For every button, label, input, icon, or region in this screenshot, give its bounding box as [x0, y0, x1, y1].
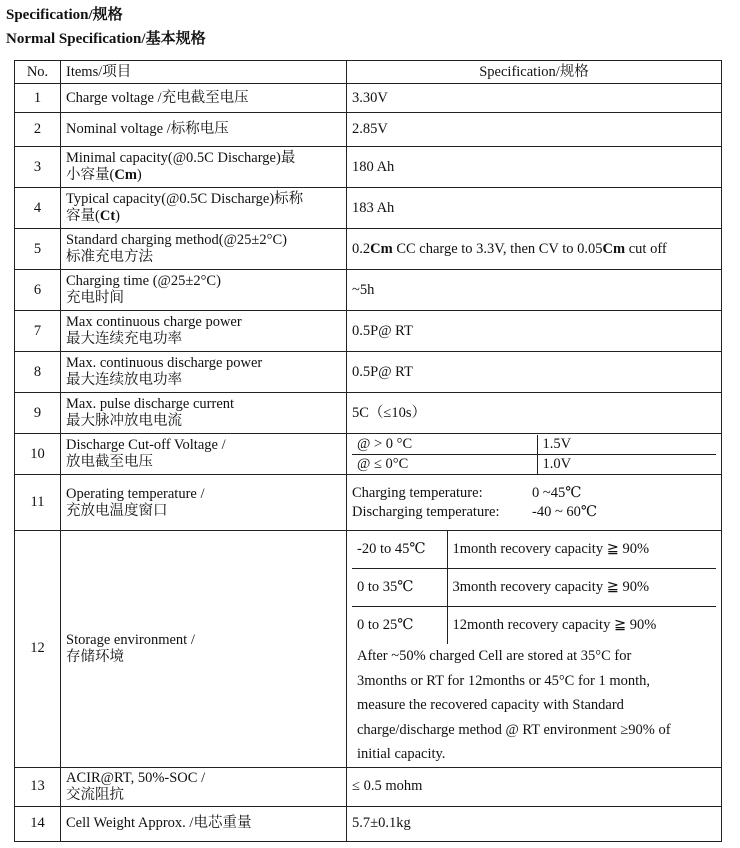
- row-spec: ~5h: [347, 270, 722, 311]
- row-number: 9: [15, 393, 61, 434]
- row-item-line2: 最大脉冲放电电流: [66, 413, 182, 429]
- row-number: 11: [15, 475, 61, 531]
- table-row: [15, 806, 722, 841]
- row-spec: 5C（≤10s）: [347, 393, 722, 434]
- table-header-row: [15, 61, 722, 84]
- table-row: [15, 84, 722, 113]
- row-item-line2: 最大连续充电功率: [66, 331, 182, 347]
- table-row: [15, 270, 722, 311]
- row-item: [61, 229, 347, 270]
- row-item-line2: 放电截至电压: [66, 454, 153, 470]
- row-spec: ≤ 0.5 mohm: [347, 767, 722, 806]
- storage-subtable: [352, 531, 716, 644]
- row-item-line2: 交流阻抗: [66, 786, 124, 803]
- row-spec: [347, 475, 722, 531]
- condition-cell: @ ≤ 0°C: [352, 454, 537, 474]
- unit-ct: Ct: [99, 208, 116, 224]
- row-number: 8: [15, 352, 61, 393]
- row-item-line1: Operating temperature /: [66, 485, 205, 502]
- table-row: [15, 352, 722, 393]
- row-item-line1: Typical capacity(@0.5C Discharge)标称: [66, 191, 304, 207]
- table-row: [15, 767, 722, 806]
- table-row: [15, 434, 722, 475]
- row-item-line1: Standard charging method(@25±2°C): [66, 232, 287, 248]
- recovery-cell: 3month recovery capacity ≧ 90%: [447, 569, 716, 607]
- row-item: [61, 352, 347, 393]
- row-number: 1: [15, 84, 61, 113]
- row-item: [61, 475, 347, 531]
- row-item: Cell Weight Approx. /电芯重量: [61, 806, 347, 841]
- row-item: [61, 767, 347, 806]
- row-item-line1: Discharge Cut-off Voltage /: [66, 437, 226, 453]
- row-item-line1: Max. continuous discharge power: [66, 355, 263, 371]
- row-spec: [347, 434, 722, 475]
- row-item-line1: ACIR@RT, 50%-SOC /: [66, 769, 206, 786]
- row-item: [61, 393, 347, 434]
- table-row: [15, 393, 722, 434]
- range-cell: 0 to 25℃: [352, 607, 447, 645]
- spec-table: [14, 60, 722, 842]
- row-item-line2: 容量(Ct): [66, 208, 120, 224]
- table-row: [15, 147, 722, 188]
- unit-cm: Cm: [114, 167, 137, 183]
- row-number: 12: [15, 531, 61, 768]
- row-number: 7: [15, 311, 61, 352]
- row-number: 10: [15, 434, 61, 475]
- row-item: [61, 147, 347, 188]
- row-spec: 0.2Cm CC charge to 3.3V, then CV to 0.05Cm cut off: [347, 229, 722, 270]
- recovery-cell: 1month recovery capacity ≧ 90%: [447, 531, 716, 569]
- row-number: 13: [15, 767, 61, 806]
- row-number: 4: [15, 188, 61, 229]
- temperature-grid: [352, 484, 716, 522]
- cutoff-subtable: [352, 435, 716, 474]
- row-spec: 5.7±0.1kg: [347, 806, 722, 841]
- subtable-row: [352, 607, 716, 645]
- row-number: 2: [15, 113, 61, 147]
- header-no: No.: [15, 61, 61, 84]
- note-line: 3months or RT for 12months or 45°C for 1 month,: [357, 672, 651, 689]
- row-spec: 3.30V: [347, 84, 722, 113]
- condition-cell: @ > 0 °C: [352, 435, 537, 455]
- row-item-line1: Charging time (@25±2°C): [66, 273, 221, 289]
- subtable-row: [352, 435, 716, 455]
- table-row: [15, 113, 722, 147]
- unit-cm: Cm: [602, 240, 626, 257]
- row-number: 5: [15, 229, 61, 270]
- row-item-line1: Max. pulse discharge current: [66, 396, 235, 412]
- row-spec: 180 Ah: [347, 147, 722, 188]
- subtable-row: [352, 531, 716, 569]
- charge-temp-value: 0 ~45℃: [532, 484, 582, 501]
- row-spec: 0.5P@ RT: [347, 311, 722, 352]
- table-row: [15, 229, 722, 270]
- table-row: [15, 188, 722, 229]
- page-subtitle: Normal Specification/基本规格: [6, 31, 206, 47]
- note-line: initial capacity.: [357, 746, 446, 762]
- row-item-line2: 标准充电方法: [66, 249, 153, 265]
- header-spec: Specification/规格: [347, 61, 722, 84]
- row-spec: 183 Ah: [347, 188, 722, 229]
- row-item-line2: 充放电温度窗口: [66, 502, 168, 519]
- header-items: Items/项目: [61, 61, 347, 84]
- storage-note: [352, 644, 716, 767]
- note-line: charge/discharge method @ RT environment ≥90% of: [357, 721, 671, 738]
- table-row: [15, 311, 722, 352]
- row-item-line1: Minimal capacity(@0.5C Discharge)最: [66, 150, 296, 166]
- subtable-row: [352, 454, 716, 474]
- table-row: [15, 475, 722, 531]
- row-item-line1: Max continuous charge power: [66, 314, 242, 330]
- row-spec: [347, 531, 722, 768]
- table-row: [15, 531, 722, 768]
- row-item-line2: 存储环境: [66, 648, 124, 665]
- charge-temp-label: Charging temperature:: [352, 484, 483, 501]
- row-item: Nominal voltage /标称电压: [61, 113, 347, 147]
- recovery-cell: 12month recovery capacity ≧ 90%: [447, 607, 716, 645]
- note-line: After ~50% charged Cell are stored at 35°C for: [357, 648, 632, 664]
- row-spec: 0.5P@ RT: [347, 352, 722, 393]
- row-item: [61, 188, 347, 229]
- row-item-line2: 最大连续放电功率: [66, 372, 182, 388]
- discharge-temp-label: Discharging temperature:: [352, 503, 500, 520]
- value-cell: 1.0V: [537, 454, 716, 474]
- note-line: measure the recovered capacity with Standard: [357, 697, 624, 713]
- row-item: [61, 311, 347, 352]
- row-item: [61, 270, 347, 311]
- range-cell: -20 to 45℃: [352, 531, 447, 569]
- unit-cm: Cm: [370, 240, 393, 257]
- discharge-temp-value: -40 ~ 60℃: [532, 503, 598, 520]
- subtable-row: [352, 569, 716, 607]
- row-item-line1: Storage environment /: [66, 631, 195, 648]
- row-item-line2: 充电时间: [66, 290, 124, 306]
- range-cell: 0 to 35℃: [352, 569, 447, 607]
- row-number: 14: [15, 806, 61, 841]
- page-title: Specification/规格: [6, 7, 123, 23]
- row-item: Charge voltage /充电截至电压: [61, 84, 347, 113]
- row-item: [61, 434, 347, 475]
- row-item: [61, 531, 347, 768]
- row-spec: 2.85V: [347, 113, 722, 147]
- row-number: 6: [15, 270, 61, 311]
- row-item-line2: 小容量(Cm): [66, 167, 142, 183]
- row-number: 3: [15, 147, 61, 188]
- value-cell: 1.5V: [537, 435, 716, 455]
